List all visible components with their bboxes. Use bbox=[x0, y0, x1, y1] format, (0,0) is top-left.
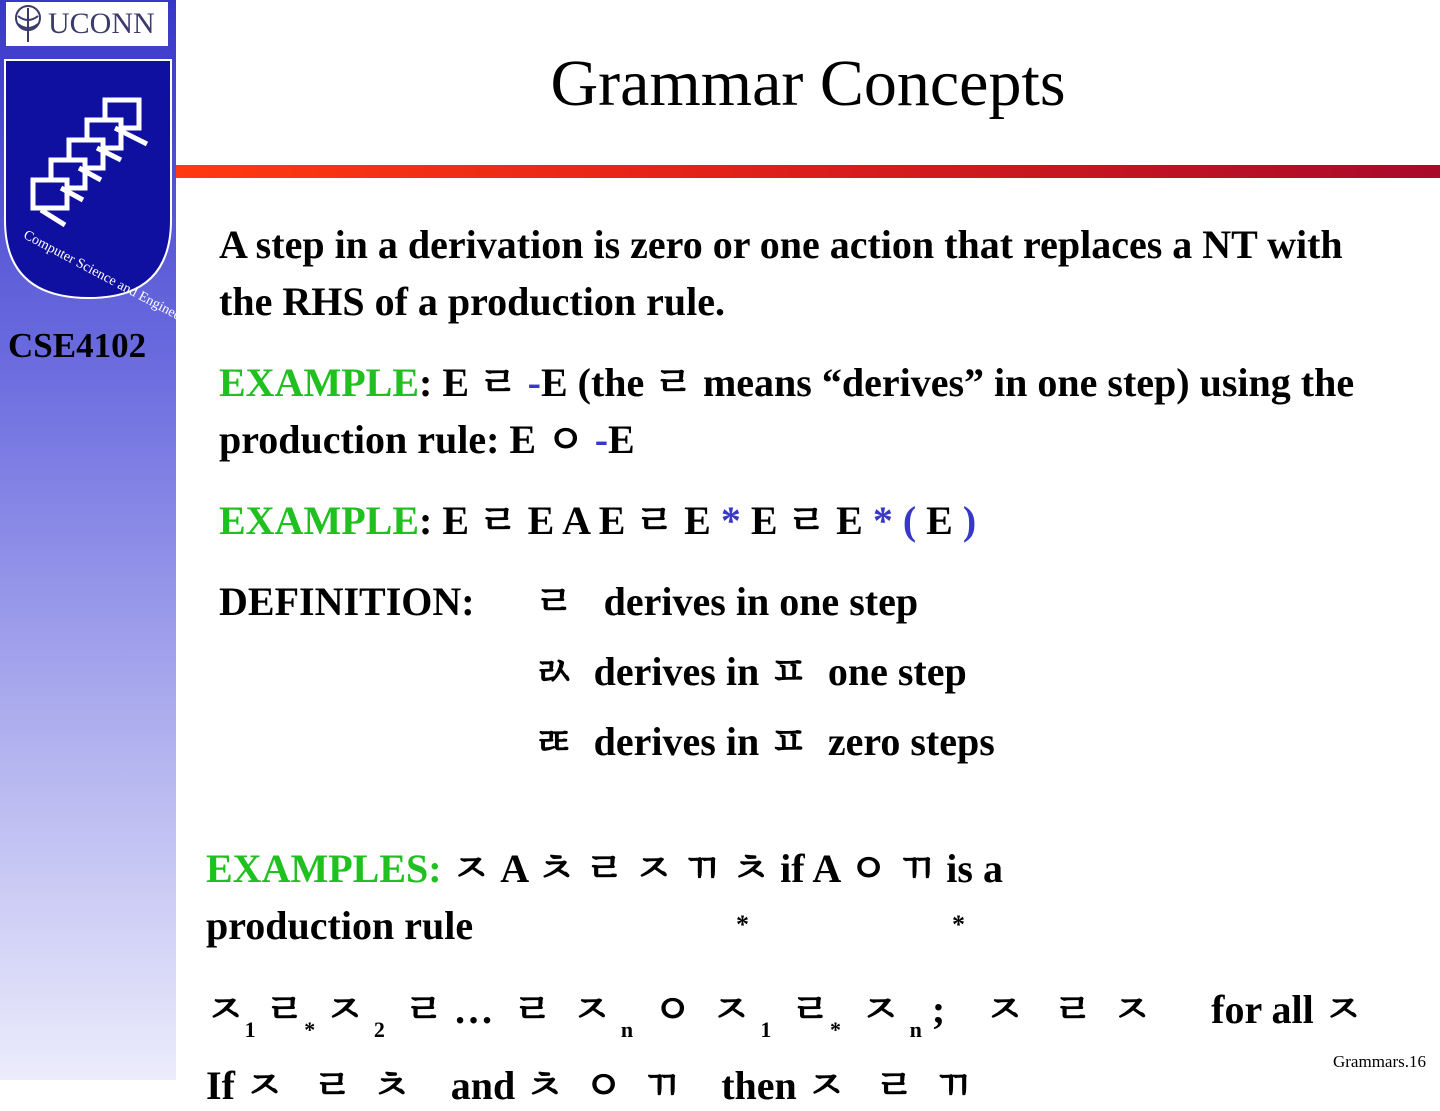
subscript: n bbox=[620, 1017, 634, 1042]
eq-text: ; ㅈ ㄹ ㅈ for all ㅈ bbox=[921, 987, 1363, 1032]
example-text: E A E bbox=[517, 498, 636, 543]
eq-text: ㄹ bbox=[255, 987, 305, 1032]
example-1 bbox=[219, 354, 1399, 468]
oak-leaf-icon bbox=[10, 4, 46, 44]
geq-symbol: ㅍ bbox=[769, 719, 808, 764]
examples-label: EXAMPLES: bbox=[206, 846, 452, 891]
example-text: E bbox=[826, 498, 873, 543]
derives-symbol: ㄹ bbox=[535, 579, 574, 624]
definition-line-3 bbox=[535, 713, 995, 770]
star-superscript: * bbox=[736, 910, 749, 939]
derives-symbol: ㄹ bbox=[635, 498, 675, 543]
eq-text: ㄹ bbox=[771, 987, 831, 1032]
slide-footer: Grammars.16 bbox=[1332, 1052, 1426, 1071]
definition-row-1 bbox=[219, 573, 1399, 643]
logo-ring-text: Computer Science and Engineering bbox=[20, 227, 204, 335]
star-superscript: * bbox=[952, 910, 965, 939]
definition-text: one step bbox=[807, 649, 967, 694]
multiply-operator: * bbox=[872, 498, 893, 543]
derives-symbol: ㄹ bbox=[654, 360, 693, 405]
course-code: CSE4102 bbox=[8, 326, 147, 365]
superscript-stars bbox=[206, 910, 1206, 950]
example-2 bbox=[219, 492, 1399, 549]
eq-text: ㄹ … ㄹ ㅈ bbox=[384, 987, 621, 1032]
derives-star-symbol: ㄾ bbox=[535, 719, 574, 764]
example-text: E bbox=[608, 417, 635, 462]
production-arrow-symbol: ㅇ bbox=[546, 417, 585, 462]
right-paren: ) bbox=[962, 498, 977, 543]
examples-line-2: production rule bbox=[206, 903, 474, 948]
example-text: E bbox=[674, 498, 721, 543]
multiply-operator: * bbox=[720, 498, 741, 543]
example-label: EXAMPLE bbox=[219, 498, 419, 543]
definition-row-2 bbox=[219, 643, 1399, 713]
example-text: : E bbox=[419, 498, 479, 543]
example-text: E bbox=[740, 498, 788, 543]
derives-symbol: ㄹ bbox=[479, 360, 518, 405]
slide-body bbox=[219, 216, 1399, 783]
definition-line-1 bbox=[535, 573, 918, 630]
subscript: 1 bbox=[760, 1017, 772, 1042]
slide-title: Grammar Concepts bbox=[550, 47, 1066, 120]
eq-text: ㅈ bbox=[206, 987, 245, 1032]
definition-row-3 bbox=[219, 713, 1399, 783]
cse-department-logo bbox=[5, 60, 204, 335]
example-text: E (the bbox=[540, 360, 655, 405]
eq-text: ㅈ bbox=[841, 987, 910, 1032]
star-subscript: * bbox=[304, 1017, 316, 1042]
minus-operator: - bbox=[527, 360, 541, 405]
geq-symbol: ㅍ bbox=[769, 649, 808, 694]
uconn-logo bbox=[6, 2, 168, 46]
derives-plus-symbol: ㄽ bbox=[535, 649, 574, 694]
example-text: means “derives” in one step) using the production rule: E bbox=[219, 360, 1355, 462]
subscript: 2 bbox=[373, 1017, 385, 1042]
sidebar bbox=[0, 0, 204, 1080]
examples-line-1 bbox=[206, 840, 1406, 897]
definition-text: zero steps bbox=[807, 719, 995, 764]
transitivity-line: If ㅈ ㄹ ㅊ and ㅊ ㅇ ㄲ then ㅈ ㄹ ㄲ bbox=[206, 1063, 973, 1108]
title-divider bbox=[176, 165, 1440, 178]
derives-symbol: ㄹ bbox=[479, 498, 518, 543]
eq-text: ㅇ ㅈ bbox=[633, 987, 761, 1032]
example-label: EXAMPLE bbox=[219, 360, 419, 405]
star-subscript: * bbox=[830, 1017, 842, 1042]
derivation-chain bbox=[206, 978, 1426, 1042]
left-paren: ( bbox=[902, 498, 917, 543]
definition-text: derives in bbox=[573, 719, 770, 764]
example-text: E bbox=[916, 498, 963, 543]
examples-text: ㅈ A ㅊ ㄹ ㅈ ㄲ ㅊ if A ㅇ ㄲ is a bbox=[451, 846, 1003, 891]
definition-line-2 bbox=[535, 643, 967, 700]
uconn-label: UCONN bbox=[48, 7, 155, 40]
definition-text: derives in bbox=[573, 649, 770, 694]
subscript: 1 bbox=[244, 1017, 256, 1042]
example-text: : E bbox=[419, 360, 479, 405]
minus-operator: - bbox=[594, 417, 609, 462]
eq-text: ㅈ bbox=[315, 987, 374, 1032]
subscript: n bbox=[909, 1017, 922, 1042]
definition-text: derives in one step bbox=[573, 579, 919, 624]
derivation-step-text: A step in a derivation is zero or one action that replaces a NT with the RHS of a production rule. bbox=[219, 222, 1343, 324]
derives-symbol: ㄹ bbox=[787, 498, 827, 543]
definition-label: DEFINITION: bbox=[219, 579, 475, 624]
